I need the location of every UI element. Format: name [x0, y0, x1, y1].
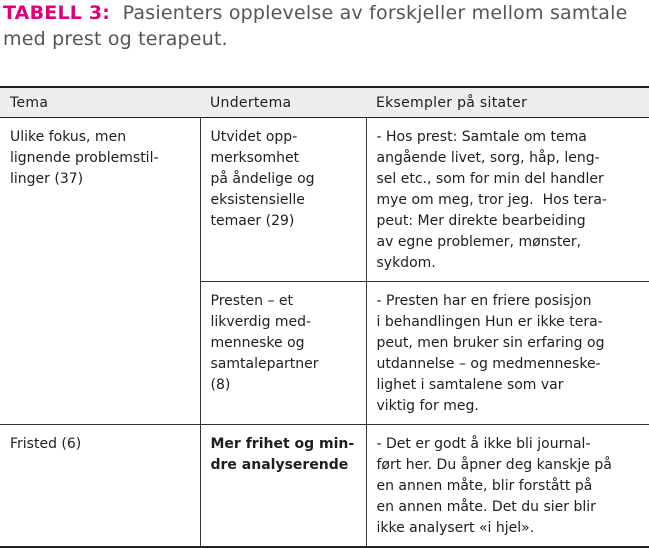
undertema-cell [200, 424, 366, 547]
undertema-cell [200, 117, 366, 281]
undertema-line: likverdig med- [210, 313, 312, 330]
sitat-cell [366, 281, 649, 424]
sitat-line: i behandlingen Hun er ikke tera- [376, 313, 603, 330]
undertema-line: dre analyserende [210, 456, 349, 473]
header-sitater: Eksempler på sitater [366, 87, 649, 117]
header-tema: Tema [0, 87, 200, 117]
sitat-line: peut: Mer direkte bearbeiding [376, 212, 586, 229]
undertema-line: Mer frihet og min- [210, 435, 355, 452]
tema-line: lignende problemstil- [10, 149, 159, 166]
undertema-line: temaer (29) [210, 212, 295, 229]
data-table [0, 86, 649, 548]
tema-cell [0, 117, 200, 424]
sitat-line: viktig for meg. [376, 397, 479, 414]
table-row [0, 424, 649, 547]
sitat-line: - Presten har en friere posisjon [376, 292, 592, 309]
table-caption-label: TABELL 3: [3, 2, 111, 24]
sitat-line: av egne problemer, mønster, [376, 233, 582, 250]
tema-cell [0, 424, 200, 547]
sitat-line: lighet i samtalene som var [376, 376, 564, 393]
sitat-line: sykdom. [376, 254, 436, 271]
sitat-cell [366, 424, 649, 547]
sitat-line: - Det er godt å ikke bli journal- [376, 435, 591, 452]
undertema-cell [200, 281, 366, 424]
tema-line: Fristed (6) [10, 435, 82, 452]
sitat-line: en annen måte. Det du sier blir [376, 498, 596, 515]
undertema-line: Utvidet opp- [210, 128, 298, 145]
sitat-cell [366, 117, 649, 281]
sitat-line: ikke analysert «i hjel». [376, 519, 535, 536]
undertema-line: (8) [210, 376, 231, 393]
table-caption [3, 0, 643, 52]
header-row [0, 87, 649, 117]
sitat-line: mye om meg, tror jeg. Hos tera- [376, 191, 607, 208]
undertema-line: merksomhet [210, 149, 300, 166]
undertema-line: på åndelige og [210, 170, 315, 187]
table-caption-text: Pasienters opplevelse av forskjeller mellom samtale med prest og terapeut. [3, 2, 628, 50]
tema-line: linger (37) [10, 170, 84, 187]
sitat-line: sel etc., som for min del handler [376, 170, 604, 187]
header-undertema: Undertema [200, 87, 366, 117]
sitat-line: utdannelse – og medmenneske- [376, 355, 601, 372]
table-row [0, 117, 649, 281]
undertema-line: menneske og [210, 334, 305, 351]
table-body [0, 117, 649, 547]
sitat-line: angående livet, sorg, håp, leng- [376, 149, 600, 166]
undertema-line: eksistensielle [210, 191, 305, 208]
undertema-line: Presten – et [210, 292, 294, 309]
sitat-line: ført her. Du åpner deg kanskje på [376, 456, 612, 473]
sitat-line: peut, men bruker sin erfaring og [376, 334, 605, 351]
table-header [0, 87, 649, 117]
tema-line: Ulike fokus, men [10, 128, 127, 145]
sitat-line: - Hos prest: Samtale om tema [376, 128, 587, 145]
undertema-line: samtalepartner [210, 355, 319, 372]
sitat-line: en annen måte, blir forstått på [376, 477, 593, 494]
